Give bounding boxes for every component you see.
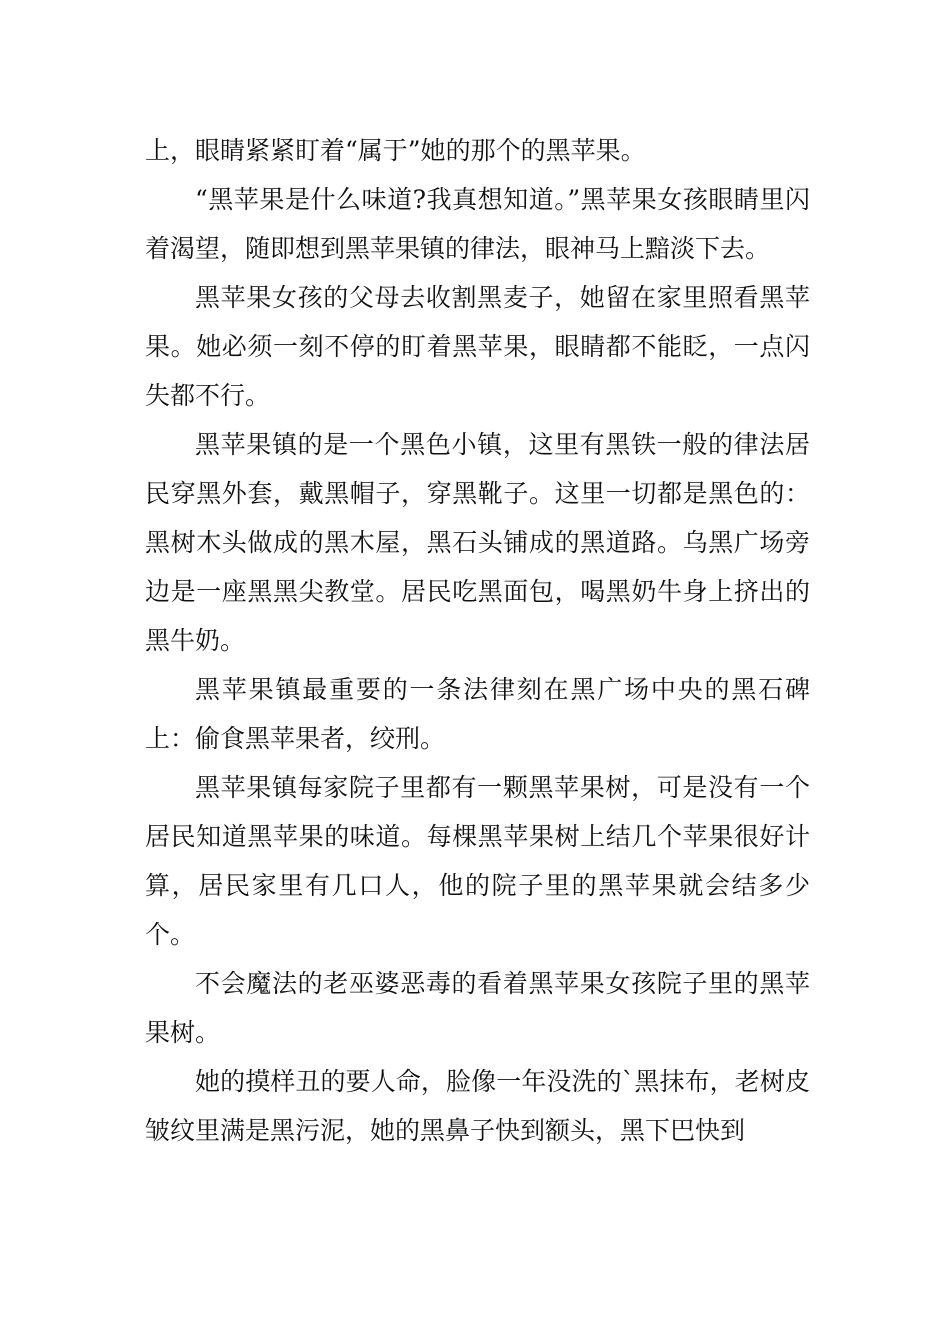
paragraph: 她的摸样丑的要人命，脸像一年没洗的`黑抹布，老树皮皱纹里满是黑污泥，她的黑鼻子快到额头，黑下巴快到 (145, 1067, 810, 1145)
paragraph: “黑苹果是什么味道?我真想知道。”黑苹果女孩眼睛里闪着渴望，随即想到黑苹果镇的律法，眼神马上黯淡下去。 (145, 185, 810, 263)
paragraph: 黑苹果镇的是一个黑色小镇，这里有黑铁一般的律法居民穿黑外套，戴黑帽子，穿黑靴子。这里一切都是黑色的：黑树木头做成的黑木屋，黑石头铺成的黑道路。乌黑广场旁边是一座黑黑尖教堂。居民吃黑面包，喝黑奶牛身上挤出的黑牛奶。 (145, 430, 810, 655)
document-body (145, 126, 810, 1155)
paragraph: 黑苹果女孩的父母去收割黑麦子，她留在家里照看黑苹果。她必须一刻不停的盯着黑苹果，眼睛都不能眨，一点闪失都不行。 (145, 283, 810, 410)
paragraph: 不会魔法的老巫婆恶毒的看着黑苹果女孩院子里的黑苹果树。 (145, 969, 810, 1047)
paragraph: 黑苹果镇每家院子里都有一颗黑苹果树，可是没有一个居民知道黑苹果的味道。每棵黑苹果树上结几个苹果很好计算，居民家里有几口人，他的院子里的黑苹果就会结多少个。 (145, 773, 810, 949)
paragraph-continued: 上，眼睛紧紧盯着“属于”她的那个的黑苹果。 (145, 136, 646, 165)
paragraph: 黑苹果镇最重要的一条法律刻在黑广场中央的黑石碑上：偷食黑苹果者，绞刑。 (145, 675, 810, 753)
